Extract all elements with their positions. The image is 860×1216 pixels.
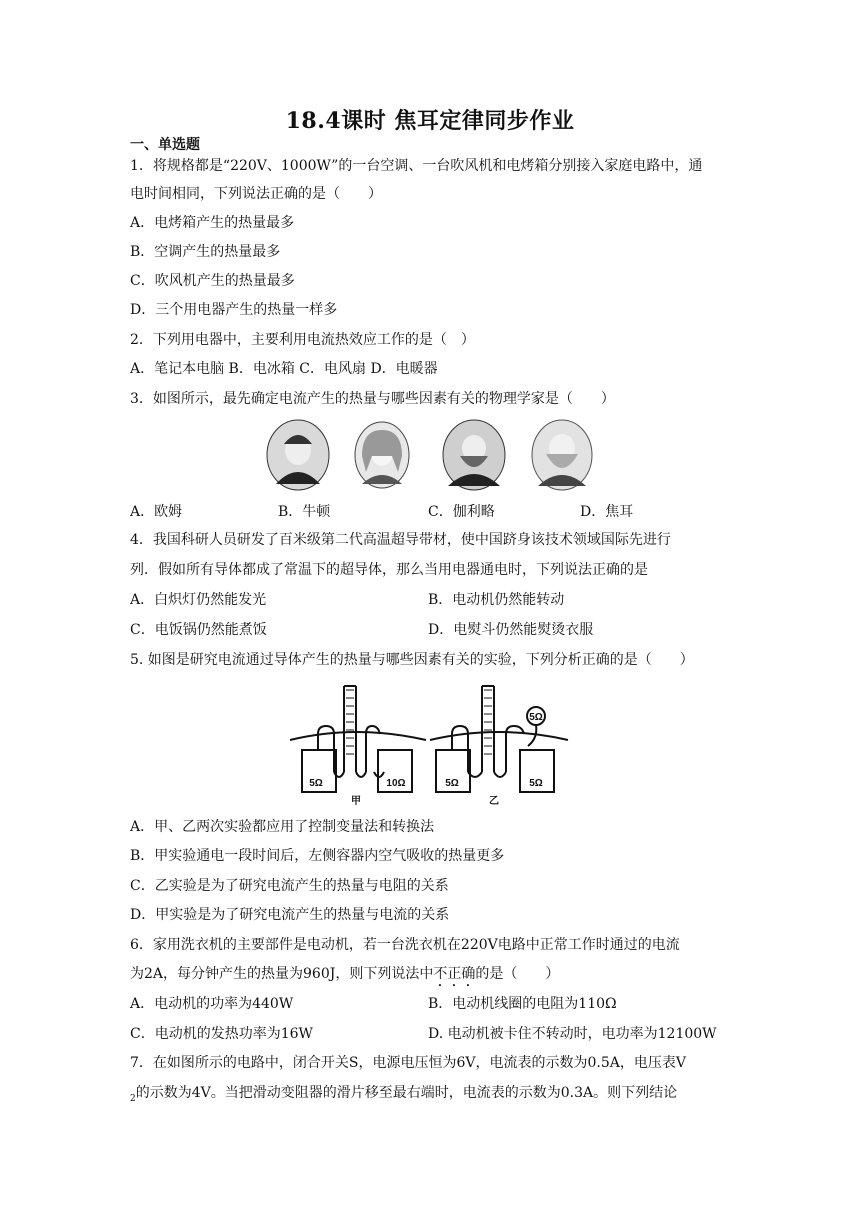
q3-option-d: D．焦耳 bbox=[580, 504, 634, 520]
q1-stem-line2: 电时间相同，下列说法正确的是（ ） bbox=[130, 186, 382, 202]
q5-option-a: A．甲、乙两次实验都应用了控制变量法和转换法 bbox=[130, 819, 435, 835]
page-title: 18.4课时 焦耳定律同步作业 bbox=[285, 108, 575, 134]
q1-option-c: C．吹风机产生的热量最多 bbox=[130, 273, 295, 289]
q6-option-c: C．电动机的发热功率为16W bbox=[130, 1026, 313, 1042]
q5-stem: 5. 如图是研究电流通过导体产生的热量与哪些因素有关的实验，下列分析正确的是（ ） bbox=[130, 652, 694, 668]
q2-options: A．笔记本电脑 B．电冰箱 C．电风扇 D．电暖器 bbox=[130, 361, 438, 377]
q6-stem-line2 bbox=[130, 964, 559, 990]
q6-option-d: D. 电动机被卡住不转动时，电功率为12100W bbox=[428, 1026, 717, 1042]
q4-option-a: A．白炽灯仍然能发光 bbox=[130, 592, 267, 608]
section-heading: 一、单选题 bbox=[130, 137, 200, 153]
q4-stem-line1: 4．我国科研人员研发了百米级第二代高温超导带材，使中国跻身该技术领域国际先进行 bbox=[130, 532, 671, 548]
fig-resistor-10: 10Ω bbox=[386, 778, 406, 789]
q7-subscript-2: 2 bbox=[130, 1093, 136, 1104]
q3-option-c: C．伽利略 bbox=[428, 504, 495, 520]
q5-option-c: C．乙实验是为了研究电流产生的热量与电阻的关系 bbox=[130, 878, 449, 894]
portrait-joule bbox=[532, 420, 592, 490]
portrait-galileo bbox=[443, 420, 505, 490]
fig-resistor-5-middle: 5Ω bbox=[445, 778, 459, 789]
q7-stem-line1: 7．在如图所示的电路中，闭合开关S，电源电压恒为6V，电流表的示数为0.5A，电压表V bbox=[130, 1055, 686, 1071]
q6-option-b: B．电动机线圈的电阻为110Ω bbox=[428, 996, 617, 1012]
q4-option-d: D．电熨斗仍然能熨烫衣服 bbox=[428, 622, 594, 638]
fig-label-yi: 乙 bbox=[489, 796, 499, 807]
fig-resistor-5-left: 5Ω bbox=[309, 778, 323, 789]
q5-option-d: D．甲实验是为了研究电流产生的热量与电流的关系 bbox=[130, 907, 450, 923]
q3-option-b: B．牛顿 bbox=[278, 504, 331, 520]
q4-option-b: B．电动机仍然能转动 bbox=[428, 592, 565, 608]
q7-stem-line2 bbox=[130, 1083, 677, 1109]
q7-stem-line2-text: 的示数为4V。当把滑动变阻器的滑片移至最右端时，电流表的示数为0.3A。则下列结论 bbox=[135, 1085, 678, 1101]
physicists-portraits-figure bbox=[262, 416, 598, 496]
q5-option-b: B．甲实验通电一段时间后，左侧容器内空气吸收的热量更多 bbox=[130, 848, 505, 864]
fig-label-jia: 甲 bbox=[351, 796, 361, 807]
q1-option-d: D．三个用电器产生的热量一样多 bbox=[130, 302, 338, 318]
q4-stem-line2: 列．假如所有导体都成了常温下的超导体，那么当用电器通电时，下列说法正确的是 bbox=[130, 562, 648, 578]
q6-option-a: A．电动机的功率为440W bbox=[130, 996, 294, 1012]
q3-option-a: A．欧姆 bbox=[130, 504, 183, 520]
joule-experiment-figure bbox=[286, 676, 574, 812]
q1-option-a: A．电烤箱产生的热量最多 bbox=[130, 215, 295, 231]
q2-stem: 2．下列用电器中，主要利用电流热效应工作的是（ ） bbox=[130, 332, 475, 348]
q6-stem-line2-post: 的是（ ） bbox=[475, 966, 560, 982]
q6-emphasis-not-correct: 不正确 bbox=[433, 966, 476, 982]
q6-stem-line2-pre: 为2A，每分钟产生的热量为960J，则下列说法中 bbox=[130, 966, 434, 982]
q4-option-c: C．电饭锅仍然能煮饭 bbox=[130, 622, 267, 638]
fig-resistor-5-right: 5Ω bbox=[529, 778, 543, 789]
portrait-ohm bbox=[267, 420, 329, 490]
fig-resistor-5-top: 5Ω bbox=[529, 712, 543, 723]
q1-stem-line1: 1．将规格都是“220V、1000W”的一台空调、一台吹风机和电烤箱分别接入家庭电路中，通 bbox=[130, 158, 703, 174]
q3-stem: 3．如图所示，最先确定电流产生的热量与哪些因素有关的物理学家是（ ） bbox=[130, 391, 615, 407]
q6-stem-line1: 6．家用洗衣机的主要部件是电动机，若一台洗衣机在220V电路中正常工作时通过的电流 bbox=[130, 937, 680, 953]
portrait-newton bbox=[355, 422, 409, 488]
q1-option-b: B．空调产生的热量最多 bbox=[130, 244, 281, 260]
